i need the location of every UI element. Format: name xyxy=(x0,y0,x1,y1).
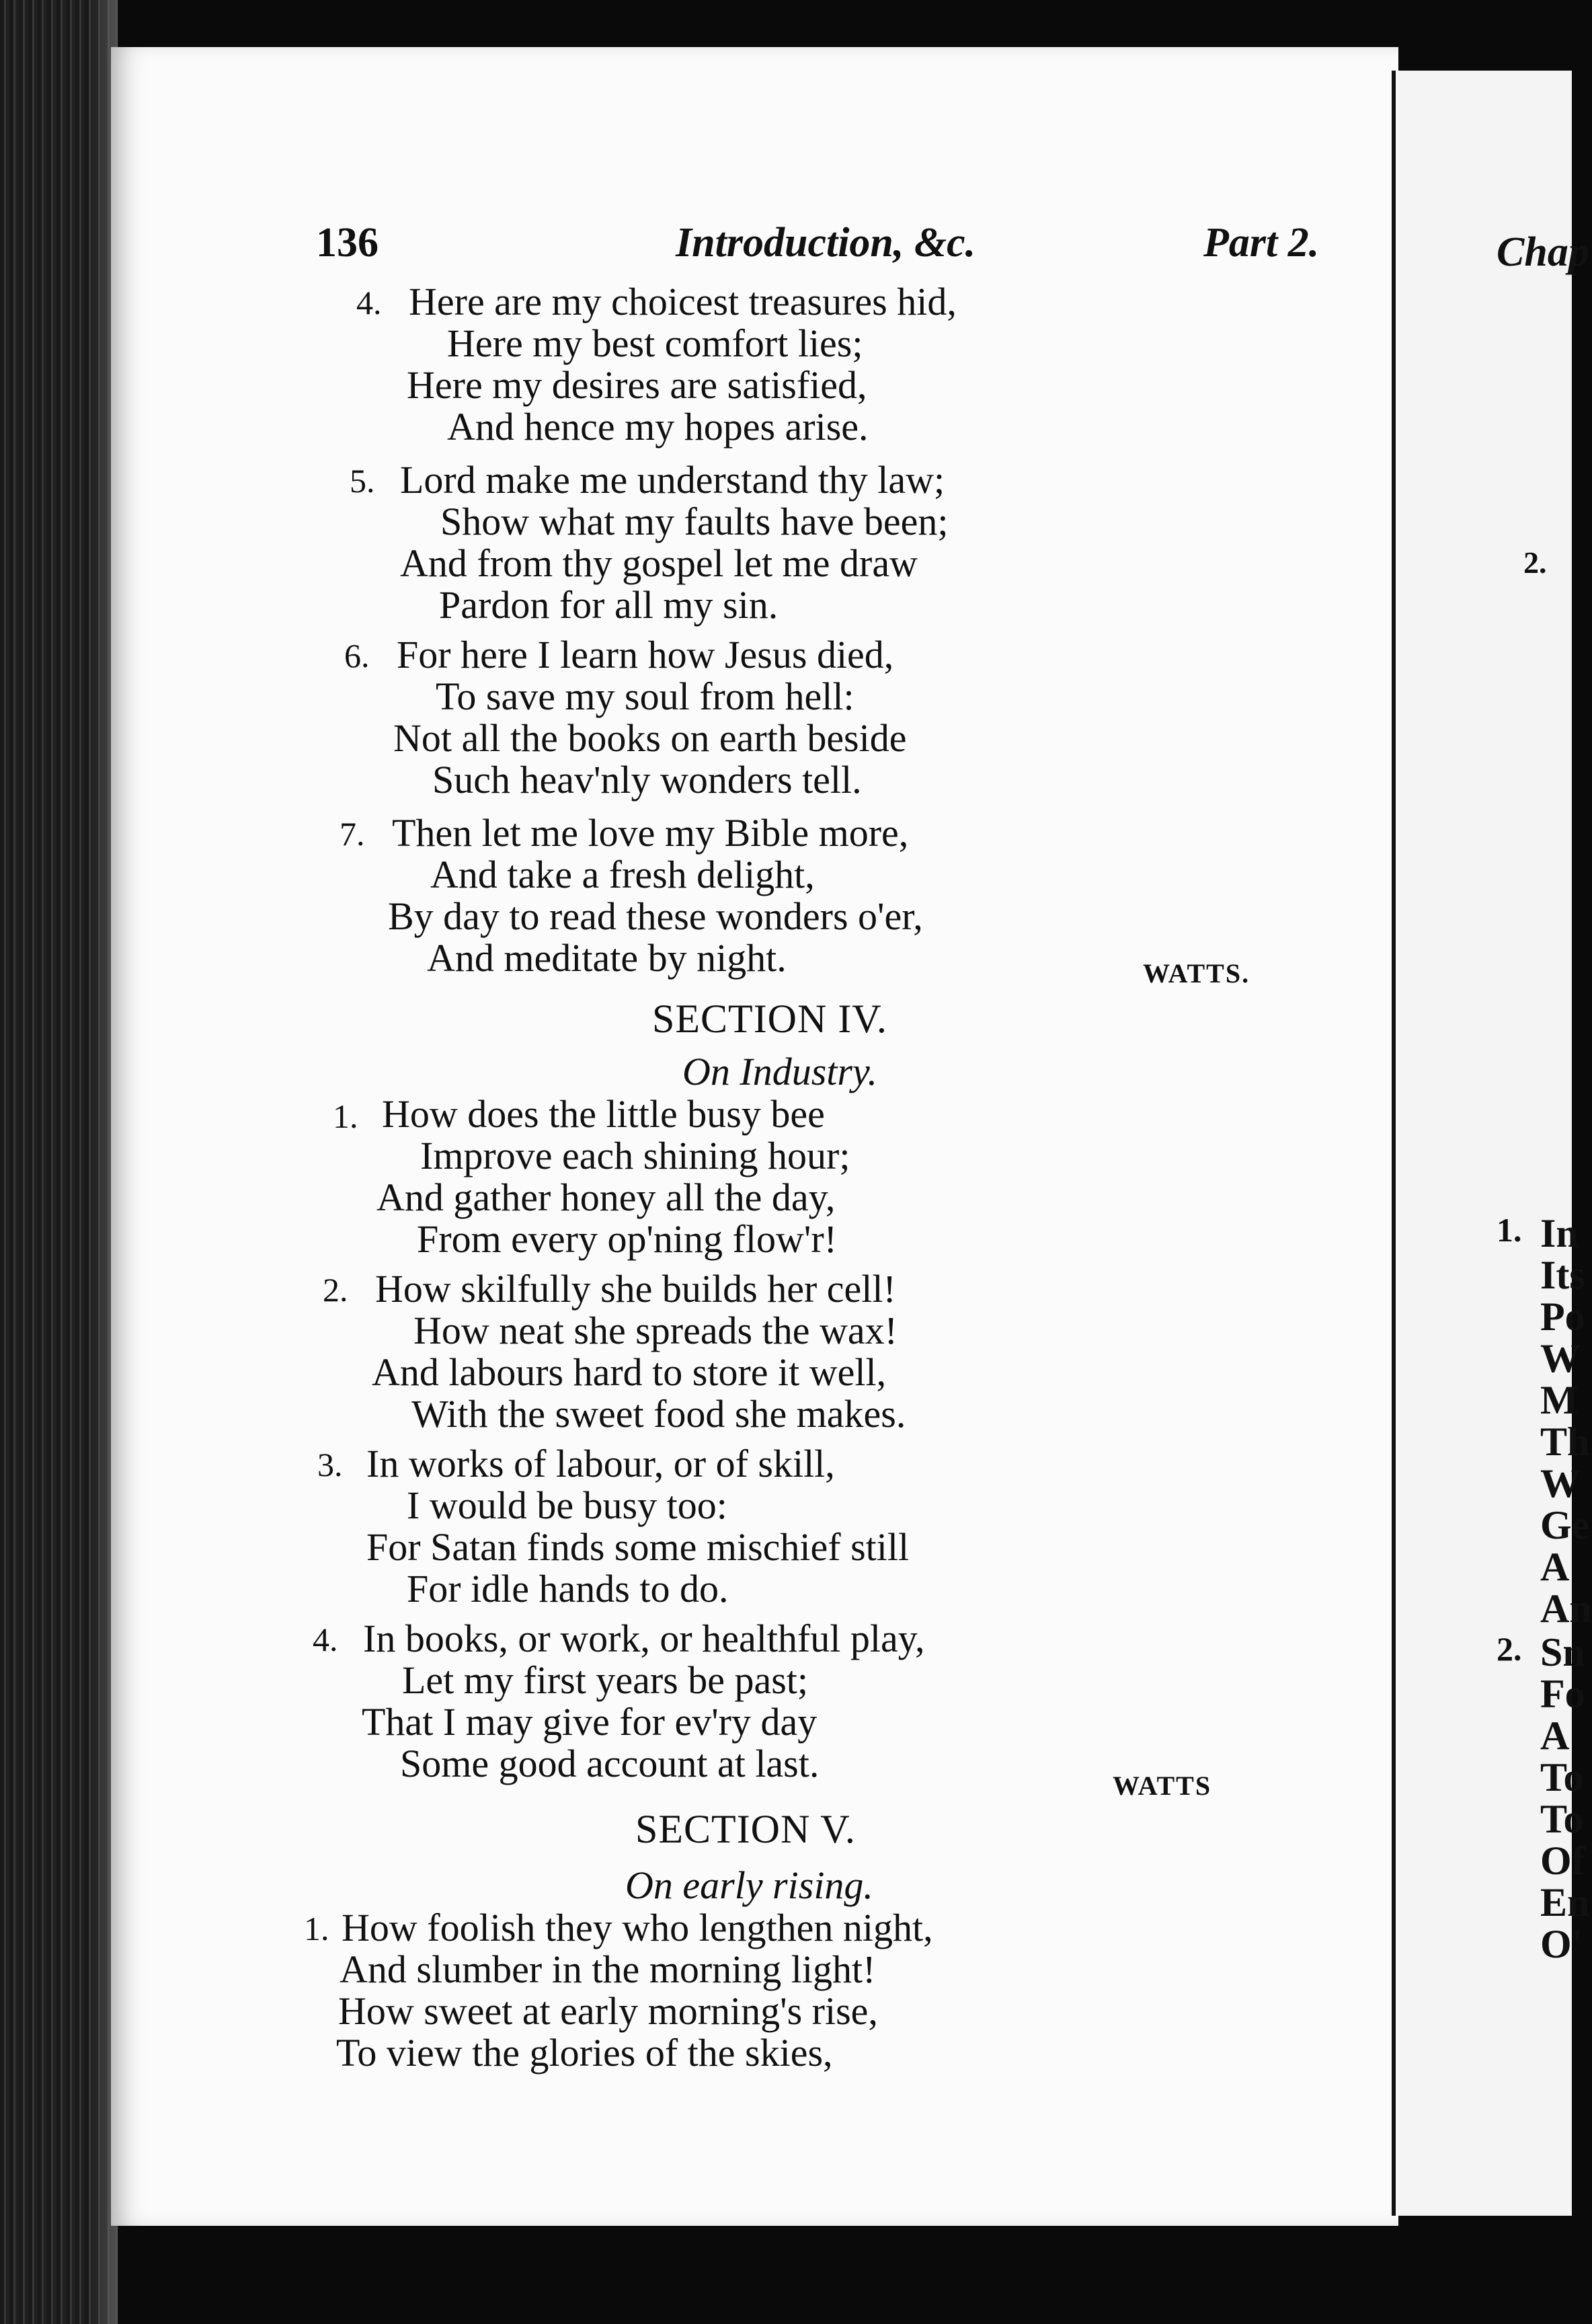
stanza-number: 7. xyxy=(340,815,365,853)
verse-line: To view the glories of the skies, xyxy=(336,2031,833,2075)
verse-line: For Satan finds some mischief still xyxy=(366,1525,910,1569)
verse-line: And gather honey all the day, xyxy=(376,1175,836,1219)
verse-line: With the sweet food she makes. xyxy=(411,1392,906,1436)
verse-line: To save my soul from hell: xyxy=(436,674,854,718)
verse-line: And slumber in the morning light! xyxy=(340,1947,876,1991)
page-number: 136 xyxy=(316,220,379,266)
stanza-number: 5. xyxy=(350,462,375,500)
stanza-number: 2. xyxy=(323,1271,348,1309)
right-line-start: Po xyxy=(1540,1294,1585,1339)
right-line-start: En xyxy=(1540,1880,1590,1925)
right-page-number: 2. xyxy=(1523,545,1547,580)
verse-line: How does the little busy bee xyxy=(382,1092,825,1136)
verse-line: And from thy gospel let me draw xyxy=(400,541,918,585)
right-stanza-number: 2. xyxy=(1497,1630,1522,1668)
section-title: SECTION V. xyxy=(635,1807,856,1851)
right-line-start: To xyxy=(1540,1755,1584,1799)
right-stanza-number: 1. xyxy=(1497,1211,1522,1249)
verse-line: That I may give for ev'ry day xyxy=(362,1700,818,1744)
right-line-start: To xyxy=(1540,1797,1584,1841)
verse-line: By day to read these wonders o'er, xyxy=(388,894,923,938)
verse-line: How skilfully she builds her cell! xyxy=(375,1267,896,1311)
verse-line: Some good account at last. xyxy=(400,1742,820,1785)
right-line-start: Th xyxy=(1540,1420,1590,1464)
stanza-number: 4. xyxy=(356,284,382,321)
part-label: Part 2. xyxy=(1203,220,1320,266)
running-title: Introduction, &c. xyxy=(676,220,976,266)
verse-line: From every op'ning flow'r! xyxy=(417,1217,837,1261)
verse-line: Pardon for all my sin. xyxy=(439,583,779,627)
verse-line: Then let me love my Bible more, xyxy=(392,811,909,855)
right-page-fragment xyxy=(1392,71,1592,2216)
section-subtitle: On early rising. xyxy=(625,1863,873,1907)
verse-line: In books, or work, or healthful play, xyxy=(363,1617,925,1660)
right-page-header: Chap xyxy=(1497,229,1589,275)
verse-line: And take a fresh delight, xyxy=(430,853,815,896)
stanza-number: 6. xyxy=(344,637,370,674)
verse-line: Improve each shining hour; xyxy=(420,1134,850,1177)
verse-line: How foolish they who lengthen night, xyxy=(342,1906,933,1949)
right-line-start: W xyxy=(1540,1461,1581,1506)
verse-line: How neat she spreads the wax! xyxy=(413,1309,898,1352)
author-attribution: WATTS xyxy=(1113,1771,1212,1801)
verse-line: Let my first years be past; xyxy=(402,1658,808,1702)
stanza-number: 3. xyxy=(317,1446,343,1483)
section-subtitle: On Industry. xyxy=(682,1050,877,1093)
right-line-start: A xyxy=(1540,1545,1570,1589)
right-line-start: Of xyxy=(1540,1838,1585,1883)
stanza-number: 1. xyxy=(304,1910,329,1947)
verse-line: How sweet at early morning's rise, xyxy=(338,1989,878,2033)
verse-line: Here are my choicest treasures hid, xyxy=(409,280,957,323)
verse-line: Here my best comfort lies; xyxy=(447,321,863,365)
right-line-start: An xyxy=(1540,1586,1592,1631)
right-line-start: M xyxy=(1540,1378,1579,1422)
right-line-start: In xyxy=(1540,1211,1579,1255)
right-line-start: Its xyxy=(1540,1253,1585,1297)
right-line-start: Fo xyxy=(1540,1672,1585,1716)
author-attribution: WATTS. xyxy=(1143,958,1250,989)
right-line-start: Sn xyxy=(1540,1630,1585,1674)
verse-line: For here I learn how Jesus died, xyxy=(397,633,894,676)
verse-line: Such heav'nly wonders tell. xyxy=(432,758,862,802)
stanza-number: 4. xyxy=(313,1621,338,1658)
verse-line: And meditate by night. xyxy=(427,936,787,980)
verse-line: And labours hard to store it well, xyxy=(372,1350,887,1394)
right-line-start: W xyxy=(1540,1336,1581,1381)
verse-line: In works of labour, or of skill, xyxy=(366,1442,835,1485)
right-line-start: O' xyxy=(1540,1922,1583,1966)
verse-line: Not all the books on earth beside xyxy=(393,716,907,760)
verse-line: Show what my faults have been; xyxy=(440,500,949,543)
section-title: SECTION IV. xyxy=(652,997,887,1041)
right-line-start: Ge xyxy=(1540,1503,1590,1547)
verse-line: And hence my hopes arise. xyxy=(447,405,869,449)
right-line-start: A xyxy=(1540,1713,1570,1758)
stanza-number: 1. xyxy=(333,1097,358,1135)
verse-line: Lord make me understand thy law; xyxy=(400,458,945,502)
verse-line: I would be busy too: xyxy=(407,1483,727,1527)
verse-line: For idle hands to do. xyxy=(407,1567,729,1611)
book-binding-gutter xyxy=(0,0,118,2324)
verse-line: Here my desires are satisfied, xyxy=(407,363,867,407)
